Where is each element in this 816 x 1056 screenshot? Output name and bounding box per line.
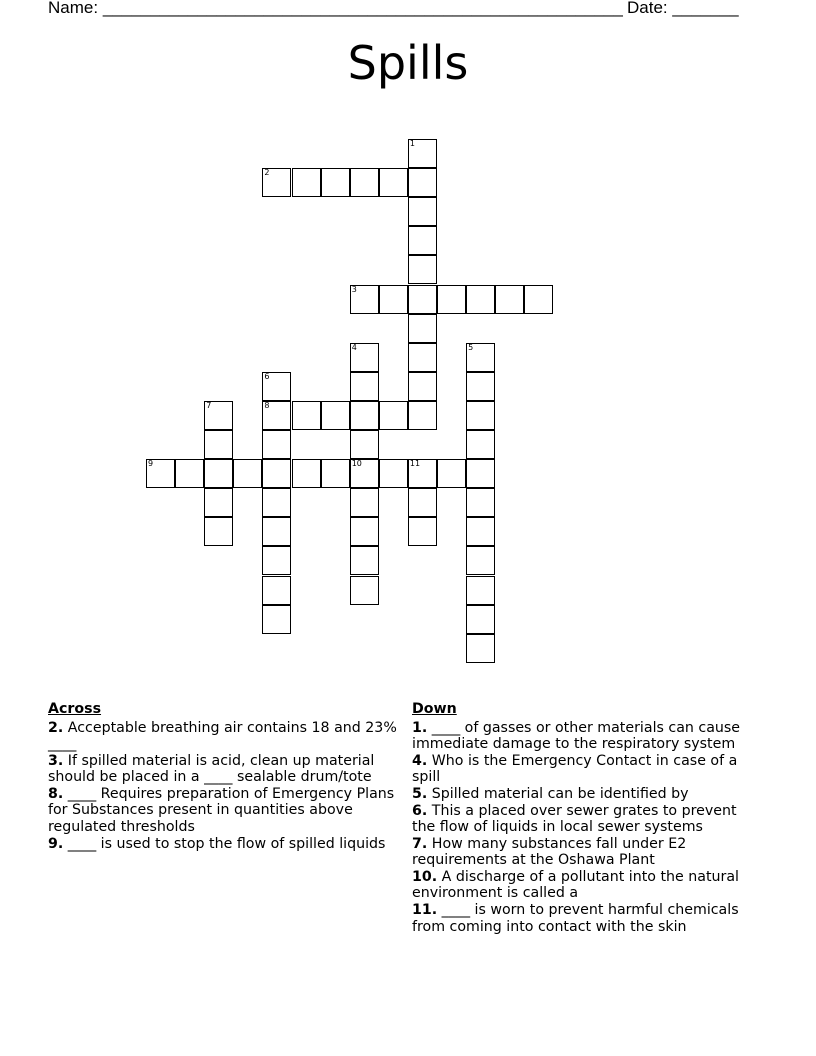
crossword-cell[interactable] bbox=[175, 459, 204, 488]
crossword-cell[interactable] bbox=[262, 576, 291, 605]
clue-text: ____ Requires preparation of Emergency Plans for Substances present in quantities above regulated thresholds bbox=[48, 786, 395, 835]
cell-number: 3 bbox=[351, 284, 357, 294]
clue-text: ____ is worn to prevent harmful chemicals from coming into contact with the skin bbox=[412, 902, 739, 935]
crossword-cell[interactable] bbox=[379, 401, 408, 430]
clue-number: 10. bbox=[412, 869, 438, 886]
crossword-cell[interactable] bbox=[350, 430, 379, 459]
cell-number: 5 bbox=[468, 342, 474, 352]
clue-across-3 bbox=[48, 753, 404, 786]
clue-across-2 bbox=[48, 720, 404, 753]
crossword-cell[interactable] bbox=[262, 605, 291, 634]
crossword-cell[interactable] bbox=[408, 197, 437, 226]
crossword-cell[interactable] bbox=[350, 517, 379, 546]
clue-number: 3. bbox=[48, 753, 64, 770]
clue-down-11 bbox=[412, 902, 764, 935]
crossword-cell[interactable] bbox=[262, 517, 291, 546]
clue-text: How many substances fall under E2 requirements at the Oshawa Plant bbox=[412, 836, 687, 869]
clue-down-4 bbox=[412, 753, 764, 786]
crossword-cell[interactable] bbox=[408, 226, 437, 255]
crossword-cell[interactable] bbox=[321, 401, 350, 430]
cell-number: 7 bbox=[206, 400, 212, 410]
clue-down-7 bbox=[412, 836, 764, 869]
crossword-cell[interactable] bbox=[408, 343, 437, 372]
crossword-cell[interactable] bbox=[408, 459, 437, 488]
crossword-cell[interactable] bbox=[408, 488, 437, 517]
crossword-cell[interactable] bbox=[262, 401, 291, 430]
clue-number: 5. bbox=[412, 786, 428, 803]
crossword-cell[interactable] bbox=[262, 488, 291, 517]
across-clues bbox=[48, 700, 404, 852]
down-clues bbox=[412, 700, 764, 935]
clue-number: 11. bbox=[412, 902, 438, 919]
crossword-cell[interactable] bbox=[233, 459, 262, 488]
cell-number: 10 bbox=[351, 459, 362, 469]
crossword-cell[interactable] bbox=[350, 343, 379, 372]
crossword-cell[interactable] bbox=[524, 285, 553, 314]
crossword-cell[interactable] bbox=[350, 459, 379, 488]
crossword-cell[interactable] bbox=[408, 285, 437, 314]
crossword-cell[interactable] bbox=[408, 168, 437, 197]
clue-down-10 bbox=[412, 869, 764, 902]
page-title: Spills bbox=[347, 36, 469, 90]
crossword-cell[interactable] bbox=[262, 372, 291, 401]
crossword-cell[interactable] bbox=[466, 634, 495, 663]
clue-number: 1. bbox=[412, 720, 428, 736]
clue-text: Spilled material can be identified by bbox=[431, 786, 689, 803]
clue-number: 7. bbox=[412, 836, 428, 853]
crossword-cell[interactable] bbox=[204, 517, 233, 546]
clue-number: 8. bbox=[48, 786, 64, 803]
clue-text: Acceptable breathing air contains 18 and 23% ____ bbox=[48, 720, 397, 753]
crossword-cell[interactable] bbox=[379, 459, 408, 488]
crossword-cell[interactable] bbox=[262, 168, 291, 197]
crossword-cell[interactable] bbox=[292, 459, 321, 488]
cell-number: 8 bbox=[264, 400, 270, 410]
crossword-cell[interactable] bbox=[466, 459, 495, 488]
crossword-cell[interactable] bbox=[466, 401, 495, 430]
crossword-cell[interactable] bbox=[466, 430, 495, 459]
date-blank[interactable]: _______ bbox=[672, 0, 739, 17]
crossword-cell[interactable] bbox=[408, 401, 437, 430]
crossword-cell[interactable] bbox=[350, 285, 379, 314]
crossword-cell[interactable] bbox=[262, 459, 291, 488]
crossword-cell[interactable] bbox=[350, 488, 379, 517]
clue-text: Who is the Emergency Contact in case of a spill bbox=[412, 753, 738, 786]
cell-number: 2 bbox=[264, 168, 270, 178]
crossword-cell[interactable] bbox=[408, 139, 437, 168]
crossword-cell[interactable] bbox=[204, 430, 233, 459]
crossword-cell[interactable] bbox=[262, 430, 291, 459]
clue-text: ____ of gasses or other materials can cause immediate damage to the respiratory system bbox=[412, 720, 741, 753]
name-label: Name: bbox=[48, 0, 99, 17]
crossword-cell[interactable] bbox=[204, 401, 233, 430]
cell-number: 11 bbox=[409, 459, 421, 469]
crossword-cell[interactable] bbox=[146, 459, 175, 488]
clue-text: ____ is used to stop the flow of spilled liquids bbox=[67, 835, 386, 852]
crossword-cell[interactable] bbox=[408, 255, 437, 284]
clue-across-9 bbox=[48, 836, 404, 852]
crossword-cell[interactable] bbox=[466, 372, 495, 401]
crossword-cell[interactable] bbox=[292, 168, 321, 197]
clue-text: A discharge of a pollutant into the natural environment is called a bbox=[412, 869, 739, 902]
crossword-cell[interactable] bbox=[321, 459, 350, 488]
crossword-cell[interactable] bbox=[437, 285, 466, 314]
crossword-cell[interactable] bbox=[466, 488, 495, 517]
clue-down-5 bbox=[412, 786, 764, 802]
across-heading: Across bbox=[48, 701, 102, 717]
crossword-cell[interactable] bbox=[262, 546, 291, 575]
clue-down-1 bbox=[412, 720, 764, 753]
crossword-cell[interactable] bbox=[350, 546, 379, 575]
crossword-cell[interactable] bbox=[466, 517, 495, 546]
cell-number: 6 bbox=[264, 371, 270, 381]
down-heading: Down bbox=[412, 701, 457, 717]
crossword-cell[interactable] bbox=[350, 168, 379, 197]
date-label: Date: bbox=[627, 0, 668, 17]
cell-number: 4 bbox=[351, 342, 357, 352]
clue-across-8 bbox=[48, 786, 404, 835]
crossword-cell[interactable] bbox=[466, 285, 495, 314]
name-blank[interactable]: _______________________________________________________ bbox=[102, 0, 623, 17]
crossword-cell[interactable] bbox=[350, 576, 379, 605]
clue-text: If spilled material is acid, clean up material should be placed in a ____ sealable drum/tote bbox=[48, 753, 375, 786]
crossword-cell[interactable] bbox=[292, 401, 321, 430]
crossword-cell[interactable] bbox=[495, 285, 524, 314]
clue-text: This a placed over sewer grates to prevent the flow of liquids in local sewer systems bbox=[412, 802, 737, 836]
crossword-cell[interactable] bbox=[408, 372, 437, 401]
crossword-cell[interactable] bbox=[466, 605, 495, 634]
crossword-cell[interactable] bbox=[408, 314, 437, 343]
crossword-cell[interactable] bbox=[466, 546, 495, 575]
crossword-cell[interactable] bbox=[350, 372, 379, 401]
crossword-cell[interactable] bbox=[379, 285, 408, 314]
cell-number: 9 bbox=[148, 459, 154, 469]
clue-number: 6. bbox=[412, 802, 428, 819]
clue-number: 2. bbox=[48, 720, 64, 736]
crossword-cell[interactable] bbox=[466, 576, 495, 605]
clue-number: 4. bbox=[412, 753, 428, 770]
crossword-cell[interactable] bbox=[408, 517, 437, 546]
cell-number: 1 bbox=[409, 139, 415, 148]
crossword-cell[interactable] bbox=[204, 459, 233, 488]
crossword-cell[interactable] bbox=[350, 401, 379, 430]
crossword-cell[interactable] bbox=[437, 459, 466, 488]
clue-number: 9. bbox=[48, 835, 64, 852]
crossword-cell[interactable] bbox=[466, 343, 495, 372]
crossword-cell[interactable] bbox=[379, 168, 408, 197]
crossword-cell[interactable] bbox=[204, 488, 233, 517]
clue-down-6 bbox=[412, 803, 764, 836]
crossword-cell[interactable] bbox=[321, 168, 350, 197]
